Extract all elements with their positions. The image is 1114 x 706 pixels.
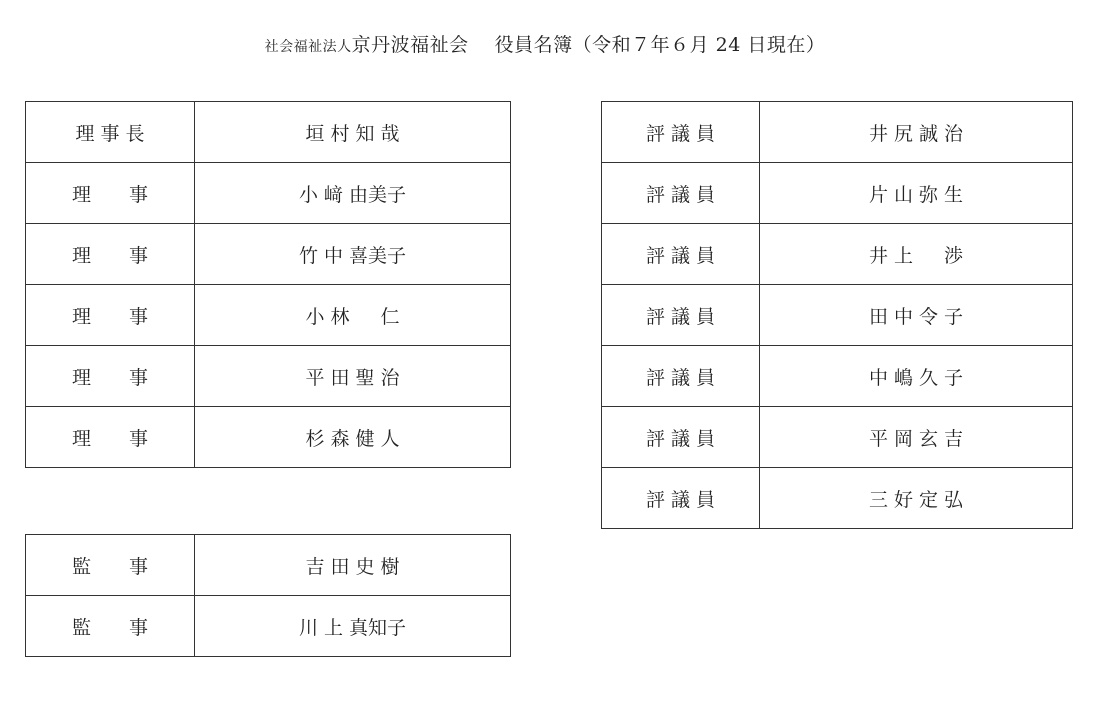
name-cell: 田 中 令 子 <box>760 285 1073 346</box>
councilors-table <box>601 101 1073 529</box>
name-cell: 井 上 渉 <box>760 224 1073 285</box>
org-prefix: 社会福祉法人 <box>264 39 352 55</box>
role-cell: 評 議 員 <box>602 407 760 468</box>
role-cell: 評 議 員 <box>602 346 760 407</box>
page-title <box>0 30 1090 57</box>
table-row <box>26 407 511 468</box>
table-row <box>602 224 1073 285</box>
name-cell: 三 好 定 弘 <box>760 468 1073 529</box>
role-cell: 理 事 <box>26 407 195 468</box>
name-cell: 片 山 弥 生 <box>760 163 1073 224</box>
document-title: 役員名簿（令和７年６月 24 日現在） <box>494 34 826 56</box>
name-cell: 中 嶋 久 子 <box>760 346 1073 407</box>
table-row <box>26 346 511 407</box>
table-row <box>26 102 511 163</box>
name-cell: 平 岡 玄 吉 <box>760 407 1073 468</box>
role-cell: 理 事 <box>26 346 195 407</box>
table-row <box>602 407 1073 468</box>
name-cell: 竹 中 喜美子 <box>195 224 511 285</box>
name-cell: 杉 森 健 人 <box>195 407 511 468</box>
table-row <box>26 535 511 596</box>
table-row <box>602 285 1073 346</box>
name-cell: 垣 村 知 哉 <box>195 102 511 163</box>
name-cell: 平 田 聖 治 <box>195 346 511 407</box>
table-row <box>602 163 1073 224</box>
role-cell: 監 事 <box>26 535 195 596</box>
role-cell: 理 事 <box>26 285 195 346</box>
name-cell: 小 﨑 由美子 <box>195 163 511 224</box>
role-cell: 評 議 員 <box>602 102 760 163</box>
name-cell: 井 尻 誠 治 <box>760 102 1073 163</box>
role-cell: 評 議 員 <box>602 285 760 346</box>
role-cell: 理 事 <box>26 224 195 285</box>
role-cell: 監 事 <box>26 596 195 657</box>
table-row <box>602 346 1073 407</box>
role-cell: 評 議 員 <box>602 468 760 529</box>
auditors-table <box>25 534 511 657</box>
name-cell: 吉 田 史 樹 <box>195 535 511 596</box>
directors-table <box>25 101 511 468</box>
table-row <box>26 163 511 224</box>
role-cell: 理 事 長 <box>26 102 195 163</box>
table-row <box>26 596 511 657</box>
role-cell: 評 議 員 <box>602 224 760 285</box>
table-row <box>602 468 1073 529</box>
name-cell: 川 上 真知子 <box>195 596 511 657</box>
org-name: 京丹波福祉会 <box>351 34 469 56</box>
table-row <box>26 285 511 346</box>
name-cell: 小 林 仁 <box>195 285 511 346</box>
role-cell: 理 事 <box>26 163 195 224</box>
table-row <box>602 102 1073 163</box>
role-cell: 評 議 員 <box>602 163 760 224</box>
table-row <box>26 224 511 285</box>
